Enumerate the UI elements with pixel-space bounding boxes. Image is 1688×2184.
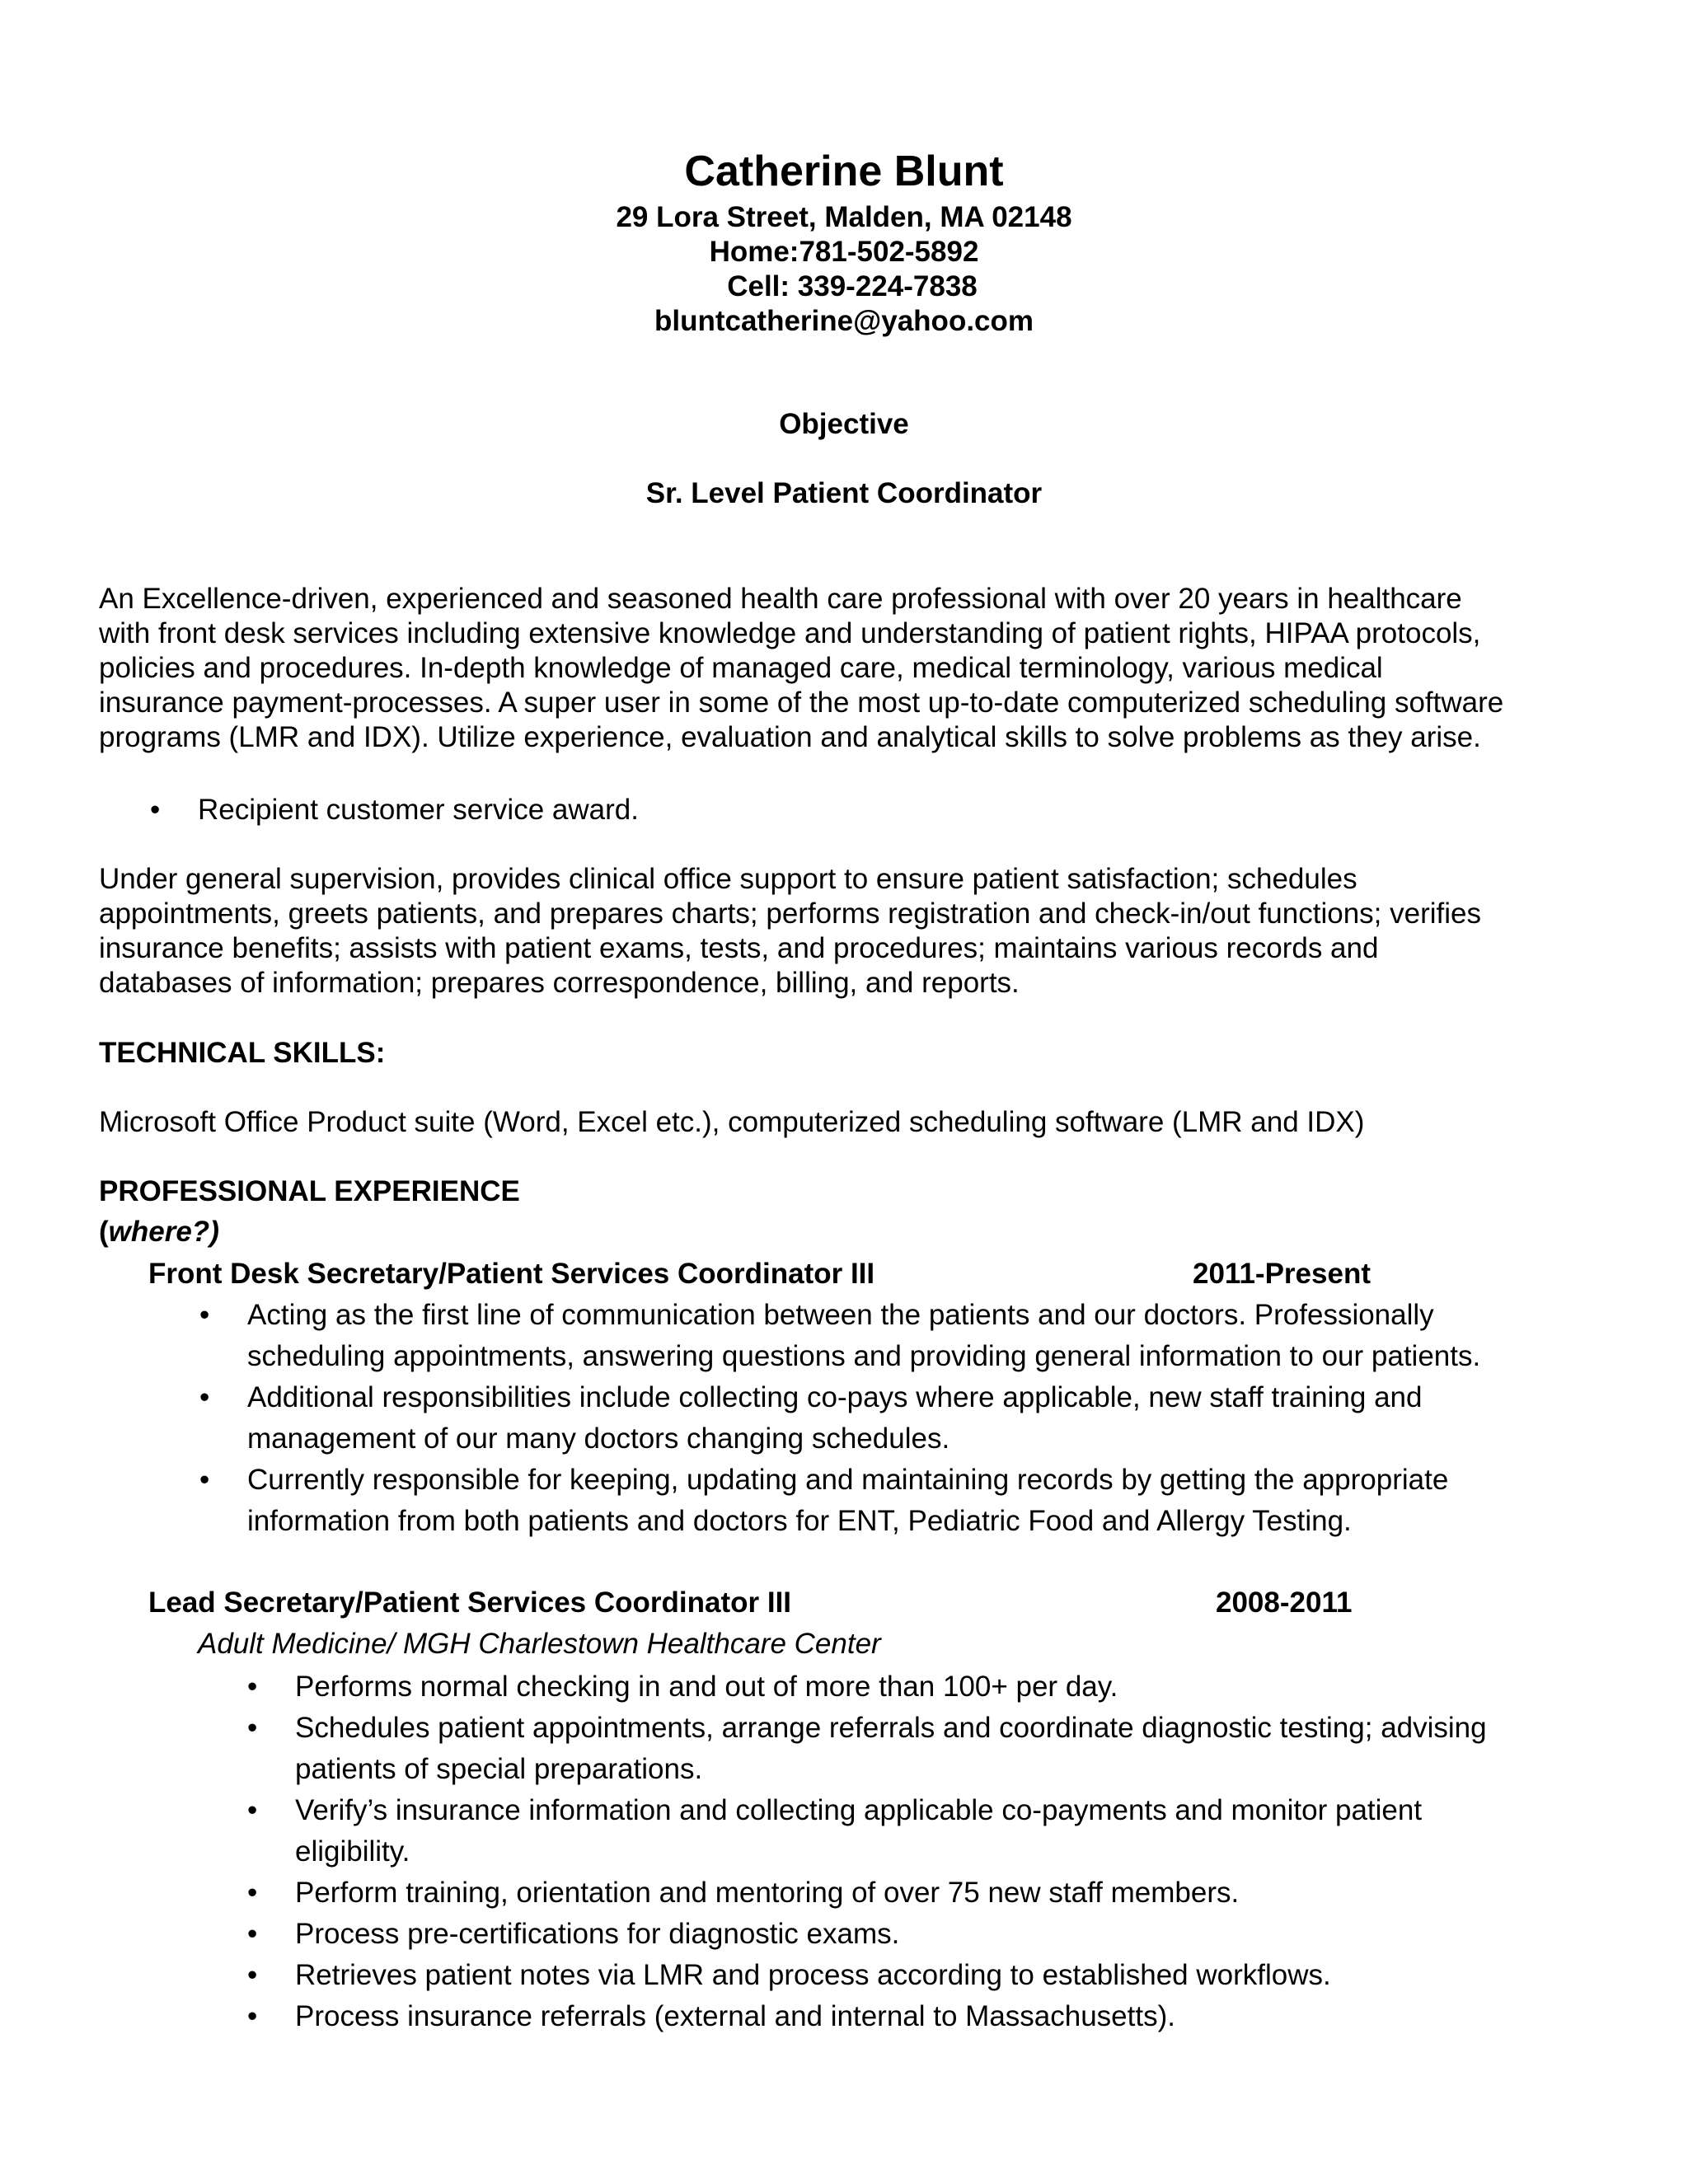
job-title: Lead Secretary/Patient Services Coordinator III (148, 1586, 792, 1619)
technical-skills-text: Microsoft Office Product suite (Word, Excel etc.), computerized scheduling software (LMR and IDX) (99, 1106, 1365, 1138)
bullet-icon: • (199, 1464, 210, 1496)
job-bullet-line: Currently responsible for keeping, updating and maintaining records by getting the appropriate (247, 1464, 1449, 1496)
summary-line: programs (LMR and IDX). Utilize experience, evaluation and analytical skills to solve problems as they arise. (99, 721, 1481, 753)
bullet-icon: • (247, 1712, 258, 1744)
duties-line: databases of information; prepares correspondence, billing, and reports. (99, 967, 1020, 999)
summary-line: An Excellence-driven, experienced and seasoned health care professional with over 20 years in healthcare (99, 583, 1462, 615)
job-bullet (295, 1872, 1239, 1914)
job-bullet-line: Retrieves patient notes via LMR and process according to established workflows. (295, 1959, 1331, 1991)
job-bullet-line: Process pre-certifications for diagnostic exams. (295, 1918, 900, 1950)
job-dates: 2008-2011 (1216, 1586, 1353, 1619)
job-bullet (295, 1666, 1118, 1708)
objective-heading: Objective (779, 408, 909, 440)
job-bullet-line: patients of special preparations. (295, 1753, 703, 1785)
bullet-icon: • (247, 1877, 258, 1909)
job-bullet (295, 1790, 1422, 1872)
summary-line: policies and procedures. In-depth knowledge of managed care, medical terminology, various medical (99, 652, 1383, 684)
job-bullet (247, 1460, 1448, 1542)
bullet-icon: • (150, 794, 161, 826)
job-title: Front Desk Secretary/Patient Services Coordinator III (148, 1258, 875, 1290)
bullet-icon: • (247, 2000, 258, 2032)
job-bullet-line: information from both patients and doctors for ENT, Pediatric Food and Allergy Testing. (247, 1505, 1352, 1537)
job-bullet-line: Additional responsibilities include collecting co-pays where applicable, new staff training and (247, 1381, 1423, 1413)
duties-line: Under general supervision, provides clinical office support to ensure patient satisfaction; schedules (99, 863, 1357, 895)
job-bullet (247, 1377, 1422, 1460)
summary-line: insurance payment-processes. A super user in some of the most up-to-date computerized scheduling software (99, 687, 1504, 719)
job-bullet (295, 1996, 1175, 2037)
bullet-icon: • (199, 1299, 210, 1331)
bullet-icon: • (247, 1959, 258, 1991)
job-bullet-line: scheduling appointments, answering questions and providing general information to our patients. (247, 1340, 1481, 1372)
job-bullet (247, 1295, 1480, 1377)
job-bullet-line: Perform training, orientation and mentoring of over 75 new staff members. (295, 1877, 1240, 1909)
cell-phone: Cell: 339-224-7838 (727, 270, 978, 302)
experience-heading: PROFESSIONAL EXPERIENCE (99, 1175, 520, 1207)
job-bullet-line: Performs normal checking in and out of more than 100+ per day. (295, 1671, 1118, 1703)
bullet-icon: • (247, 1918, 258, 1950)
summary-line: with front desk services including extensive knowledge and understanding of patient rights, HIPAA protocols, (99, 617, 1481, 649)
bullet-icon: • (199, 1381, 210, 1413)
bullet-icon: • (247, 1794, 258, 1826)
job-bullet (295, 1708, 1487, 1790)
job-bullet (295, 1914, 899, 1955)
job-bullet (295, 1955, 1331, 1996)
job-bullet-line: Acting as the first line of communication between the patients and our doctors. Professionally (247, 1299, 1434, 1331)
employer-name: Adult Medicine/ MGH Charlestown Healthcare Center (198, 1628, 881, 1660)
address-line: 29 Lora Street, Malden, MA 02148 (616, 201, 1072, 233)
bullet-icon: • (247, 1671, 258, 1703)
job-bullet-line: Verify’s insurance information and collecting applicable co-payments and monitor patient (295, 1794, 1423, 1826)
where-paren: ( (99, 1216, 109, 1248)
job-dates: 2011-Present (1193, 1258, 1371, 1290)
where-text: where?) (108, 1216, 219, 1248)
job-bullet-line: management of our many doctors changing schedules. (247, 1422, 950, 1455)
objective-title: Sr. Level Patient Coordinator (645, 477, 1043, 509)
job-bullet-line: Process insurance referrals (external and internal to Massachusetts). (295, 2000, 1175, 2032)
duties-line: insurance benefits; assists with patient exams, tests, and procedures; maintains various records and (99, 932, 1379, 964)
award-bullet: Recipient customer service award. (198, 794, 639, 826)
job-bullet-line: eligibility. (295, 1835, 410, 1868)
where-note (99, 1215, 219, 1249)
candidate-name: Catherine Blunt (684, 148, 1004, 195)
home-phone: Home:781-502-5892 (709, 236, 979, 268)
email-address: bluntcatherine@yahoo.com (654, 305, 1034, 337)
job-bullet-line: Schedules patient appointments, arrange referrals and coordinate diagnostic testing; advising (295, 1712, 1487, 1744)
summary-paragraph (99, 582, 1607, 755)
duties-line: appointments, greets patients, and prepares charts; performs registration and check-in/out functions; verifies (99, 898, 1481, 930)
duties-paragraph (99, 862, 1607, 1001)
technical-skills-heading: TECHNICAL SKILLS: (99, 1037, 386, 1069)
